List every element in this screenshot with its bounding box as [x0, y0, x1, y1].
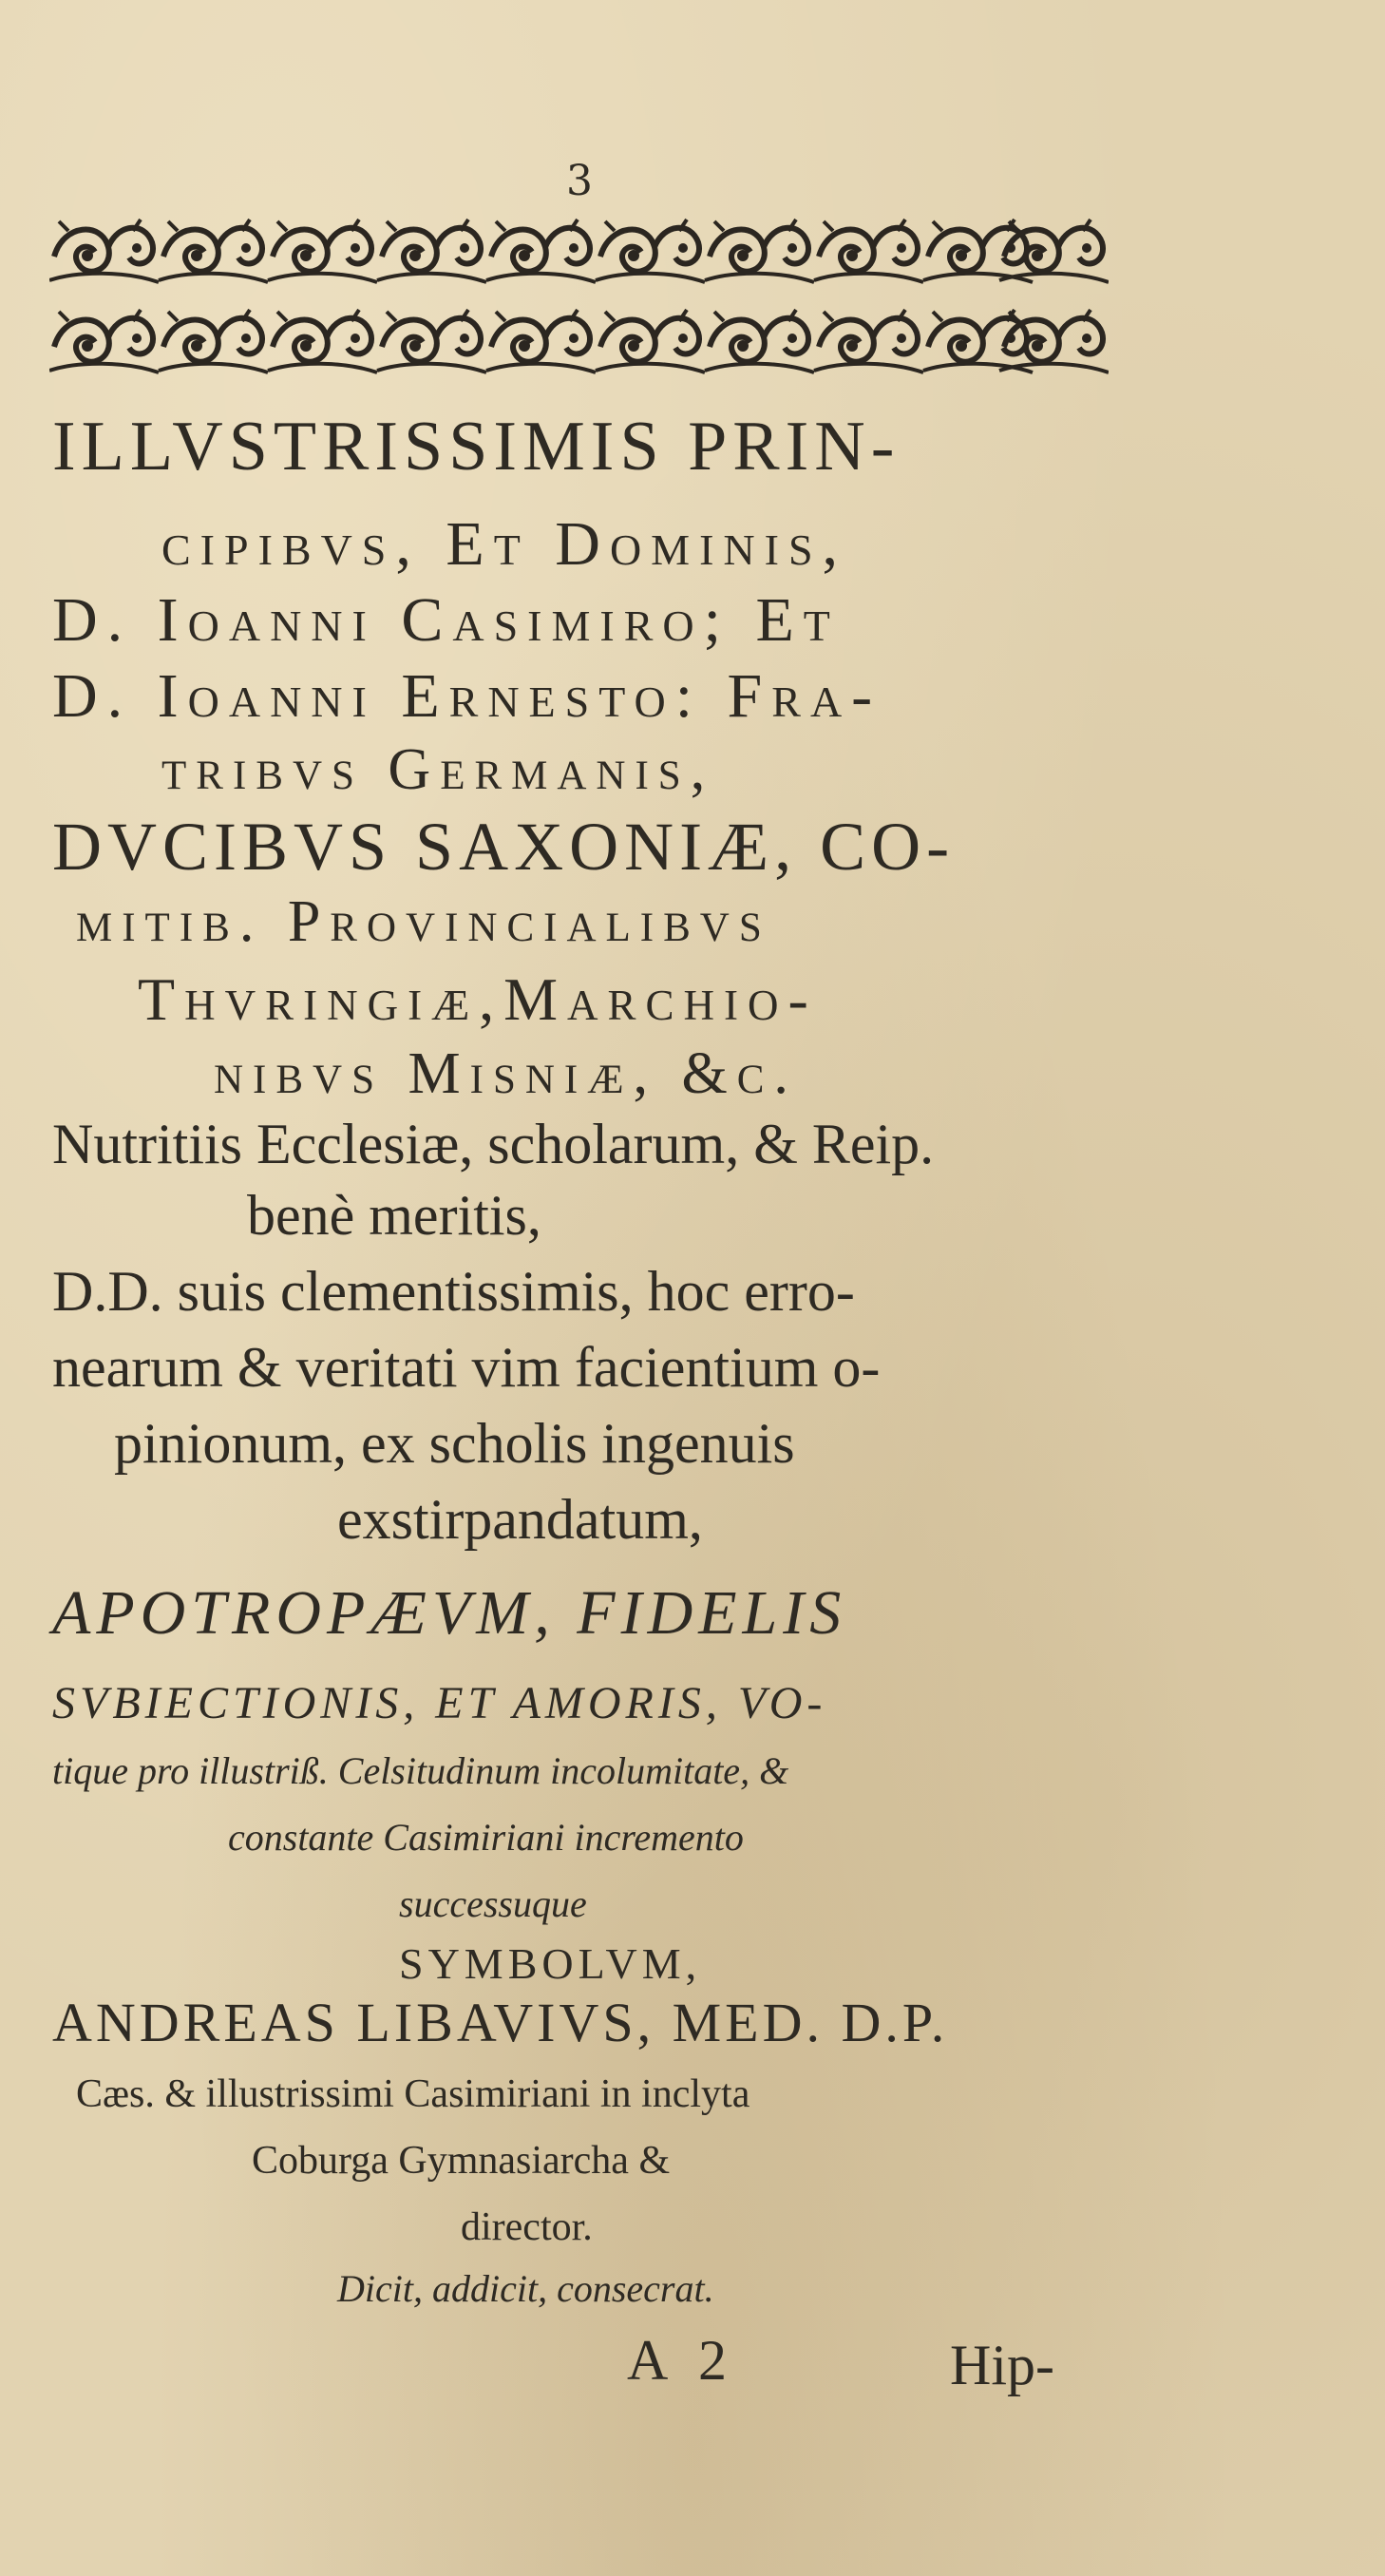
- page-number: 3: [566, 157, 593, 205]
- symbolum-line-4: constante Casimiriani incremento: [228, 1816, 744, 1859]
- author-line-2: Cæs. & illustrissimi Casimiriani in inclyta: [76, 2072, 750, 2116]
- dedication-line-1: ILLVSTRISSIMIS PRIN-: [52, 408, 901, 486]
- dedication-line-2: cipibvs, Et Dominis,: [161, 509, 848, 579]
- dedication-line-13: nearum & veritati vim facientium o-: [52, 1336, 881, 1399]
- dedication-line-6: DVCIBVS SAXONIÆ, CO-: [52, 809, 956, 885]
- dedication-line-5: tribvs Germanis,: [161, 737, 715, 802]
- catchword: Hip-: [950, 2334, 1054, 2396]
- dedication-line-12: D.D. suis clementissimis, hoc erro-: [52, 1260, 855, 1323]
- author-line-4: director.: [461, 2205, 593, 2249]
- symbolum-line-1: APOTROPÆVM, FIDELIS: [52, 1578, 847, 1648]
- dedication-line-9: nibvs Misniæ, &c.: [214, 1041, 798, 1106]
- dedication-line-11: benè meritis,: [247, 1184, 541, 1247]
- dedication-line-10: Nutritiis Ecclesiæ, scholarum, & Reip.: [52, 1113, 935, 1175]
- dedication-line-3: D. Ioanni Casimiro; Et: [52, 585, 840, 655]
- author-line-1: ANDREAS LIBAVIVS, MED. D.P.: [52, 1992, 949, 2053]
- dedication-line-7: mitib. Provincialibvs: [76, 889, 771, 954]
- symbolum-line-3: tique pro illustriß. Celsitudinum incolumitate, &: [52, 1749, 789, 1792]
- ornamental-headpiece: [49, 214, 1109, 404]
- symbolum-line-2: SVBIECTIONIS, ET AMORIS, VO-: [52, 1678, 827, 1728]
- dedication-line-15: exstirpandatum,: [337, 1488, 703, 1551]
- author-line-5: Dicit, addicit, consecrat.: [337, 2267, 714, 2310]
- dedication-line-14: pinionum, ex scholis ingenuis: [114, 1412, 795, 1475]
- symbolum-line-6: SYMBOLVM,: [399, 1939, 702, 1988]
- signature-mark: A 2: [627, 2329, 737, 2392]
- symbolum-line-5: successuque: [399, 1882, 587, 1925]
- dedication-line-4: D. Ioanni Ernesto: Fra-: [52, 661, 882, 731]
- dedication-line-8: Thvringiæ,Marchio-: [138, 965, 818, 1033]
- author-line-3: Coburga Gymnasiarcha &: [252, 2139, 671, 2183]
